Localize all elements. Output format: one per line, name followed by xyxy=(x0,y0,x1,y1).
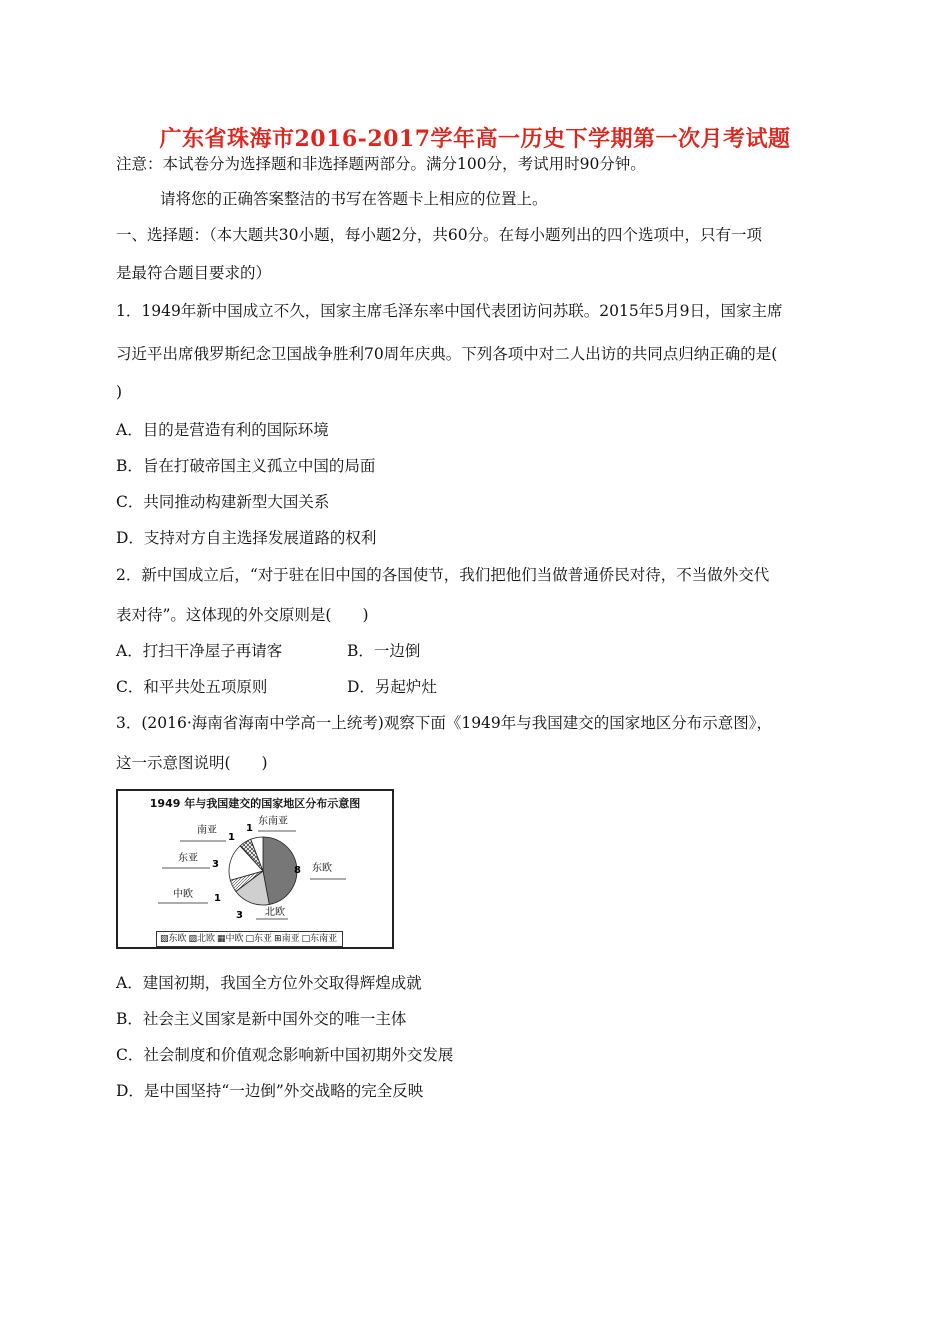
value-label: 1 xyxy=(228,832,235,843)
category-label: 中欧 xyxy=(173,889,193,900)
category-label: 南亚 xyxy=(197,825,217,836)
legend-item: ⊞南亚 xyxy=(274,934,300,944)
category-label: 东南亚 xyxy=(258,816,288,827)
value-label: 1 xyxy=(214,893,221,904)
category-label: 北欧 xyxy=(265,907,285,918)
q3-option-b: B．社会主义国家是新中国外交的唯一主体 xyxy=(116,1010,407,1028)
legend-item: ▧东欧 xyxy=(160,934,187,944)
q3-option-c: C．社会制度和价值观念影响新中国初期外交发展 xyxy=(116,1046,454,1064)
q1-option-a: A．目的是营造有利的国际环境 xyxy=(116,421,329,439)
pie-slice-东欧 xyxy=(263,837,297,904)
q3-option-a: A．建国初期，我国全方位外交取得辉煌成就 xyxy=(116,974,422,992)
q1-option-b: B．旨在打破帝国主义孤立中国的局面 xyxy=(116,457,376,475)
q2-option-a: A．打扫干净屋子再请客 xyxy=(116,642,283,660)
legend-item: □东亚 xyxy=(245,934,273,944)
category-label: 东亚 xyxy=(178,853,198,864)
section-heading-line-2: 是最符合题目要求的） xyxy=(116,264,272,282)
value-label: 3 xyxy=(212,859,219,870)
q3-stem-line-1: 3．(2016·海南省海南中学高一上统考)观察下面《1949年与我国建交的国家地区分布示意图》， xyxy=(116,714,773,732)
q1-option-d: D．支持对方自主选择发展道路的权利 xyxy=(116,529,377,547)
category-label: 东欧 xyxy=(312,863,332,874)
pie-chart-figure xyxy=(116,789,394,949)
q1-stem-line-1: 1．1949年新中国成立不久，国家主席毛泽东率中国代表团访问苏联。2015年5月9日，国家主席 xyxy=(116,302,783,320)
notice-line-2: 请将您的正确答案整洁的书写在答题卡上相应的位置上。 xyxy=(160,190,548,208)
chart-title: 1949 年与我国建交的国家地区分布示意图 xyxy=(149,797,361,810)
value-label: 3 xyxy=(236,910,243,921)
value-label: 1 xyxy=(246,823,253,834)
q1-stem-line-3: ) xyxy=(116,383,123,401)
q1-option-c: C．共同推动构建新型大国关系 xyxy=(116,493,330,511)
legend-item: □东南亚 xyxy=(301,934,338,944)
q2-stem-line-2: 表对待”。这体现的外交原则是( ) xyxy=(116,606,369,624)
legend-item: ▦中欧 xyxy=(217,934,244,944)
q2-stem-line-1: 2．新中国成立后，“对于驻在旧中国的各国使节，我们把他们当做普通侨民对待，不当做外交代 xyxy=(116,566,770,584)
q2-option-b: B．一边倒 xyxy=(347,642,421,660)
q3-option-d: D．是中国坚持“一边倒”外交战略的完全反映 xyxy=(116,1082,424,1100)
page-title: 广东省珠海市2016-2017学年高一历史下学期第一次月考试题 xyxy=(159,126,791,152)
q3-stem-line-2: 这一示意图说明( ) xyxy=(116,754,268,772)
q2-option-d: D．另起炉灶 xyxy=(347,678,437,696)
q2-option-c: C．和平共处五项原则 xyxy=(116,678,268,696)
value-label: 8 xyxy=(294,865,301,876)
legend-item: ▨北欧 xyxy=(188,934,216,944)
q1-stem-line-2: 习近平出席俄罗斯纪念卫国战争胜利70周年庆典。下列各项中对二人出访的共同点归纳正确的是( xyxy=(116,345,778,363)
pie-chart xyxy=(118,791,392,947)
section-heading-line-1: 一、选择题：（本大题共30小题，每小题2分，共60分。在每小题列出的四个选项中，只有一项 xyxy=(116,226,763,244)
chart-legend xyxy=(156,931,343,947)
notice-line-1: 注意：本试卷分为选择题和非选择题两部分。满分100分，考试用时90分钟。 xyxy=(116,155,646,173)
